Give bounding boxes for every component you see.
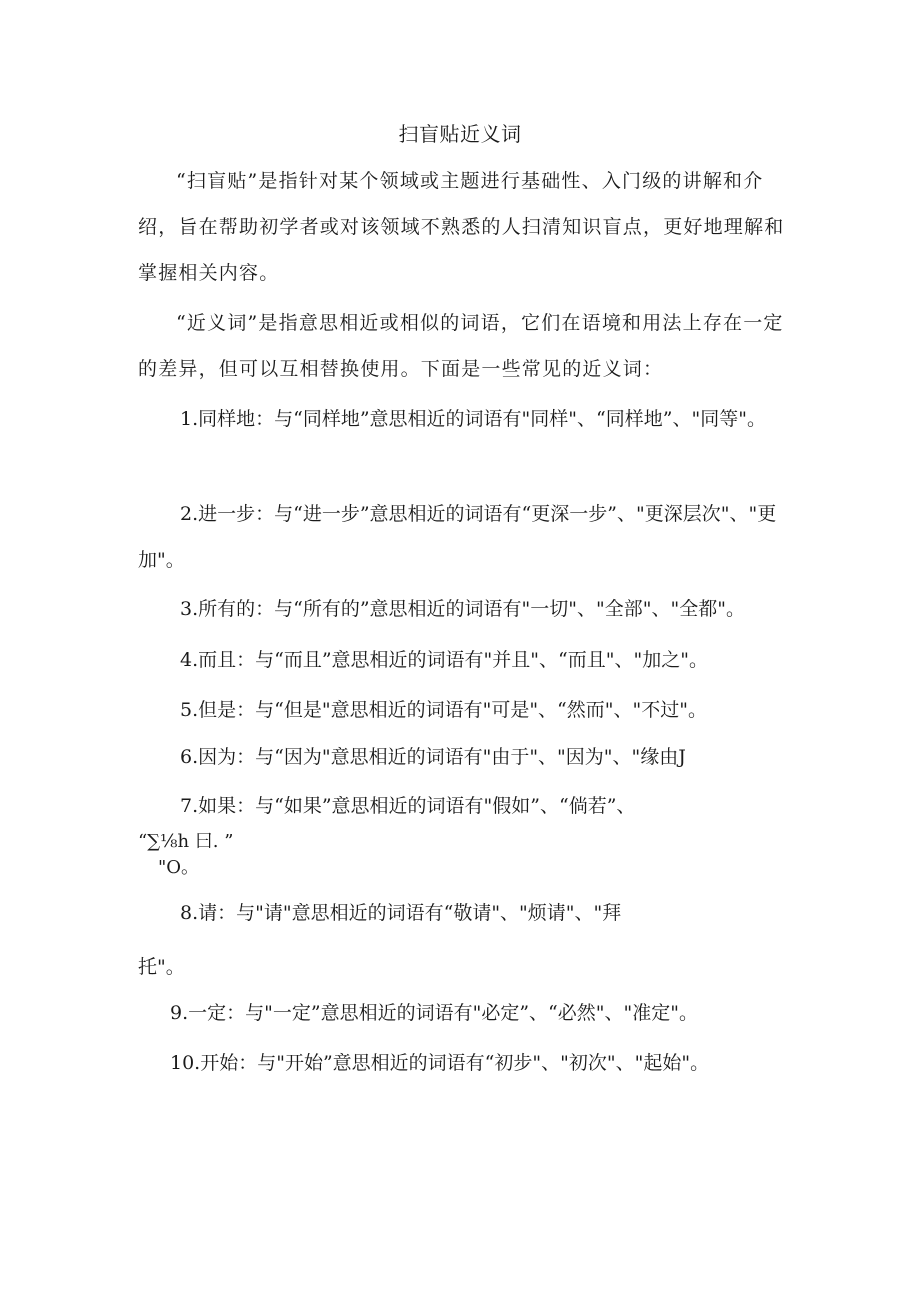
synonym-item-2: 2.进一步：与“进一步”意思相近的词语有“更深一步”、"更深层次"、"更加"。 (138, 503, 777, 571)
intro-paragraph-1: “扫盲贴”是指针对某个领域或主题进行基础性、入门级的讲解和介绍，旨在帮助初学者或对该领域不熟悉的人扫清知识盲点，更好地理解和掌握相关内容。 (138, 170, 785, 284)
synonym-item-4: 4.而且：与“而且”意思相近的词语有"并且"、“而且"、"加之"。 (180, 649, 708, 671)
synonym-item-6: 6.因为：与“因为"意思相近的词语有"由于"、"因为"、"缘由J (180, 746, 686, 768)
garbled-text-line-1: “∑⅛h 曰. ” (138, 831, 234, 852)
synonym-item-10: 10.开始：与"开始”意思相近的词语有“初步"、"初次"、"起始"。 (170, 1052, 710, 1074)
synonym-item-1: 1.同样地：与“同样地”意思相近的词语有"同样"、“同样地”、"同等"。 (180, 408, 766, 430)
synonym-item-3: 3.所有的：与“所有的”意思相近的词语有"一切"、"全部"、"全都"。 (180, 598, 745, 620)
synonym-item-8-continuation: 托"。 (138, 956, 185, 978)
synonym-item-8: 8.请：与"请"意思相近的词语有“敬请"、"烦请"、"拜 (180, 902, 622, 924)
synonym-item-9: 9.一定：与"一定”意思相近的词语有"必定”、“必然"、"准定"。 (170, 1002, 698, 1024)
intro-paragraph-2: “近义词”是指意思相近或相似的词语，它们在语境和用法上存在一定的差异，但可以互相替换使用。下面是一些常见的近义词： (138, 312, 784, 380)
synonym-item-7: 7.如果：与“如果”意思相近的词语有"假如”、“倘若”、 (180, 795, 636, 817)
synonym-item-5: 5.但是：与“但是"意思相近的词语有"可是"、“然而"、"不过"。 (180, 699, 707, 721)
garbled-text-line-2: "O。 (158, 857, 200, 878)
page-title: 扫盲贴近义词 (398, 122, 522, 146)
